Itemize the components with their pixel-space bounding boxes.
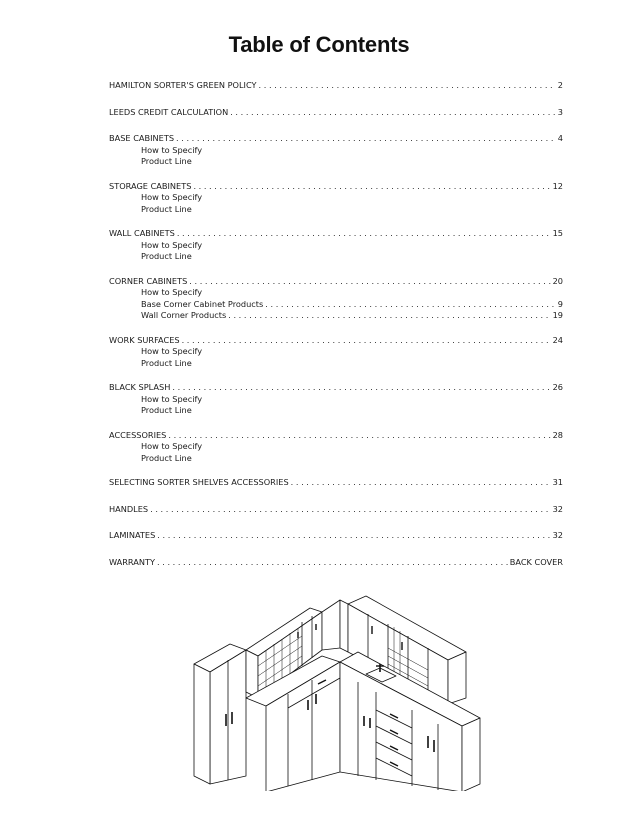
toc-entry-label: WORK SURFACES <box>109 334 180 345</box>
toc-entry-label: HAMILTON SORTER'S GREEN POLICY <box>109 80 257 90</box>
toc-entry-storage-cabinets[interactable] <box>109 181 563 193</box>
toc-entry-page: 2 <box>557 80 563 90</box>
leader-dots <box>291 477 551 489</box>
leader-dots <box>228 310 550 322</box>
toc-entry-label: SELECTING SORTER SHELVES ACCESSORIES <box>109 477 289 487</box>
toc-entry-laminates[interactable] <box>109 530 563 542</box>
toc-subentry[interactable]: How to Specify <box>141 287 203 297</box>
toc-entry-page: 20 <box>552 275 563 286</box>
toc-entry-warranty[interactable] <box>109 557 563 569</box>
cabinet-illustration <box>190 586 490 791</box>
toc-entry-page: 12 <box>552 180 563 191</box>
toc-entry-page: 26 <box>552 382 563 392</box>
toc-entry-page: 28 <box>552 429 563 440</box>
toc-entry-work-surfaces[interactable] <box>109 335 563 347</box>
leader-dots <box>230 107 556 119</box>
toc-entry-black-splash[interactable] <box>109 382 563 394</box>
leader-dots <box>177 228 551 240</box>
leader-dots <box>189 276 550 288</box>
leader-dots <box>193 181 550 193</box>
leader-dots <box>157 557 508 569</box>
toc-entry-page: 24 <box>552 334 563 345</box>
toc-subentry-page: 19 <box>552 310 563 320</box>
toc-subentry[interactable]: Product Line <box>141 452 192 463</box>
toc-subentry-label: Base Corner Cabinet Products <box>141 298 264 309</box>
toc-entry-accessories[interactable] <box>109 430 563 442</box>
toc-subentry[interactable]: How to Specify <box>141 192 203 202</box>
toc-entry-page: 32 <box>552 503 563 514</box>
toc-subentry[interactable]: Product Line <box>141 156 192 166</box>
toc-subentry-label: Wall Corner Products <box>141 310 227 320</box>
toc-entry-label: ACCESSORIES <box>109 429 167 440</box>
leader-dots <box>150 504 550 516</box>
leader-dots <box>176 133 556 145</box>
toc-entry-corner-cabinets[interactable] <box>109 276 563 288</box>
table-of-contents <box>109 80 563 568</box>
toc-entry-leeds-credit[interactable] <box>109 107 563 119</box>
toc-entry-page: 4 <box>557 133 563 143</box>
toc-entry-handles[interactable] <box>109 504 563 516</box>
toc-entry-page: 31 <box>552 477 563 487</box>
toc-entry-sorter-shelves[interactable] <box>109 477 563 489</box>
toc-entry-label: LAMINATES <box>109 530 156 540</box>
toc-subentry-base-corner[interactable] <box>109 299 563 311</box>
toc-entry-label: WARRANTY <box>109 556 156 567</box>
toc-entry-label: CORNER CABINETS <box>109 275 188 286</box>
toc-entry-page: BACK COVER <box>509 556 563 567</box>
leader-dots <box>265 299 556 311</box>
toc-entry-wall-cabinets[interactable] <box>109 228 563 240</box>
leader-dots <box>172 382 550 394</box>
toc-subentry[interactable]: Product Line <box>141 251 192 261</box>
toc-subentry[interactable]: Product Line <box>141 357 192 368</box>
toc-entry-label: BASE CABINETS <box>109 133 175 143</box>
toc-subentry-page: 9 <box>557 298 563 309</box>
toc-subentry[interactable]: How to Specify <box>141 239 203 250</box>
toc-entry-label: HANDLES <box>109 503 149 514</box>
toc-entry-base-cabinets[interactable] <box>109 133 563 145</box>
toc-entry-page: 3 <box>557 106 563 117</box>
toc-subentry[interactable]: Product Line <box>141 203 192 214</box>
leader-dots <box>157 530 550 542</box>
toc-entry-page: 32 <box>552 530 563 540</box>
toc-subentry[interactable]: How to Specify <box>141 346 203 356</box>
toc-entry-page: 15 <box>552 228 563 238</box>
toc-subentry[interactable]: How to Specify <box>141 441 203 451</box>
toc-subentry[interactable]: Product Line <box>141 405 192 415</box>
toc-subentry-wall-corner[interactable] <box>109 310 563 322</box>
toc-subentry[interactable]: How to Specify <box>141 393 203 404</box>
toc-entry-green-policy[interactable] <box>109 80 563 92</box>
toc-subentry[interactable]: How to Specify <box>141 144 203 155</box>
toc-entry-label: STORAGE CABINETS <box>109 180 192 191</box>
page-title: Table of Contents <box>228 32 410 57</box>
leader-dots <box>182 335 551 347</box>
leader-dots <box>259 80 556 92</box>
toc-entry-label: WALL CABINETS <box>109 228 175 238</box>
leader-dots <box>168 430 550 442</box>
toc-entry-label: LEEDS CREDIT CALCULATION <box>109 106 229 117</box>
toc-entry-label: BLACK SPLASH <box>109 382 171 392</box>
